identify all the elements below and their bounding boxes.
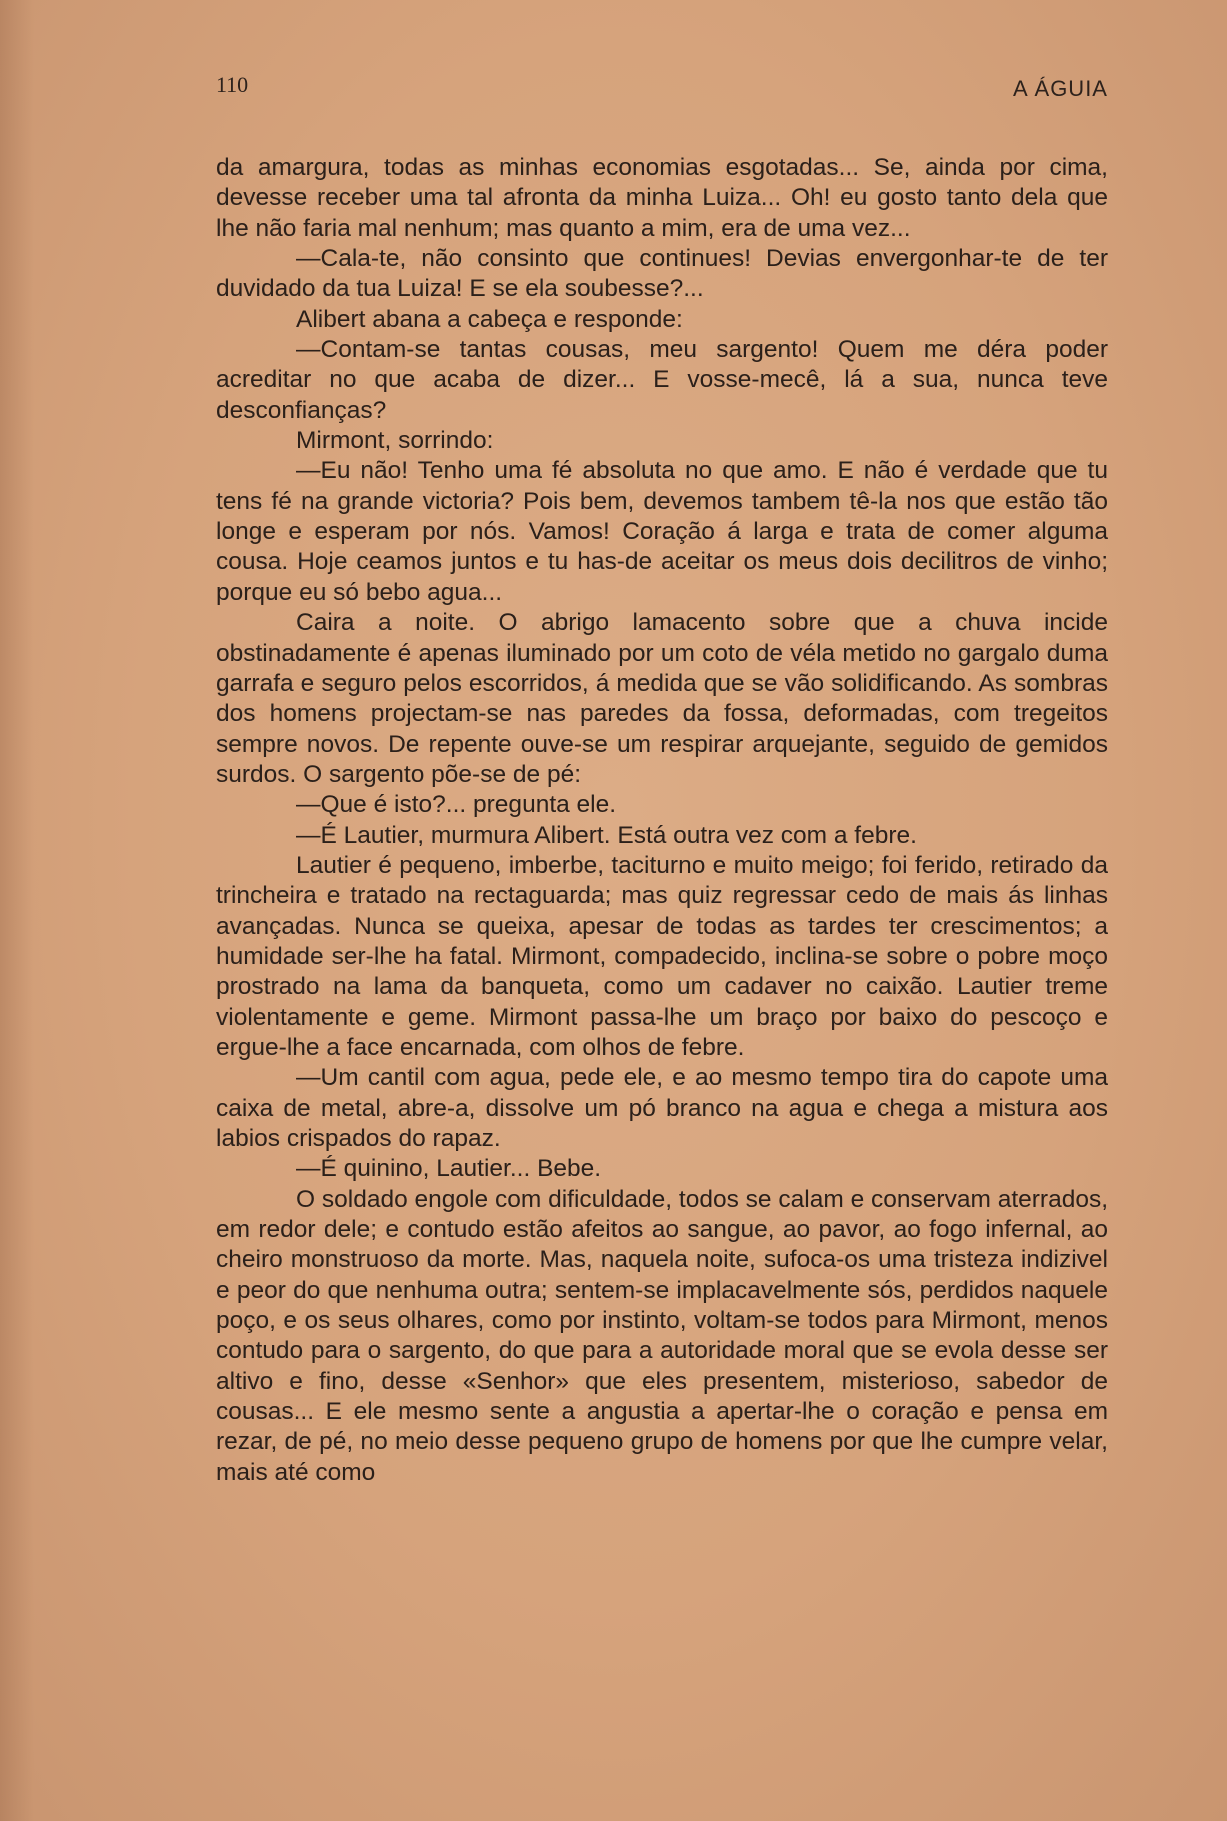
paragraph: da amargura, todas as minhas economias esgotadas... Se, ainda por cima, devesse receber uma tal afronta da minha Luiza... Oh! eu gosto tanto dela que lhe não faria mal nenhum; mas quanto a mim, era de uma vez... xyxy=(216,154,1108,242)
paragraph: —É quinino, Lautier... Bebe. xyxy=(296,1155,602,1183)
paragraph: Lautier é pequeno, imberbe, taciturno e muito meigo; foi ferido, retirado da trincheira e tratado na rectaguarda; mas quiz regressar cedo de mais ás linhas avançadas. Nunca se queixa, apesar de todas as tardes ter crescimentos; a humidade ser-lhe ha fatal. Mirmont, compadecido, inclina-se sobre o pobre moço prostrado na lama da banqueta, como um cadaver no caixão. Lautier treme violentamente e geme. Mirmont passa-lhe um braço por baixo do pescoço e ergue-lhe a face encarnada, com olhos de febre. xyxy=(216,851,1108,1061)
paragraph: —É Lautier, murmura Alibert. Está outra vez com a febre. xyxy=(296,821,917,849)
page-header xyxy=(216,72,1108,106)
paragraph: Mirmont, sorrindo: xyxy=(296,427,494,455)
paragraph: —Eu não! Tenho uma fé absoluta no que amo. E não é verdade que tu tens fé na grande victoria? Pois bem, devemos tambem tê-la nos que estão tão longe e esperam por nós. Vamos! Coração á larga e trata de comer alguma cousa. Hoje ceamos juntos e tu has-de aceitar os meus dois decilitros de vinho; porque eu só bebo agua... xyxy=(216,457,1108,606)
paragraph: O soldado engole com dificuldade, todos se calam e conservam aterrados, em redor dele; e contudo estão afeitos ao sangue, ao pavor, ao fogo infernal, ao cheiro monstruoso da morte. Mas, naquela noite, sufoca-os uma tristeza indizivel e peor do que nenhuma outra; sentem-se implacavelmente sós, perdidos naquele poço, e os seus olhares, como por instinto, voltam-se todos para Mirmont, menos contudo para o sargento, do que para a autoridade moral que se evola desse ser altivo e fino, desse «Senhor» que eles presentem, misterioso, sabedor de cousas... E ele mesmo sente a angustia a apertar-lhe o coração e pensa em rezar, de pé, no meio desse pequeno grupo de homens por que lhe cumpre velar, mais até como xyxy=(216,1185,1108,1486)
paragraph: —Um cantil com agua, pede ele, e ao mesmo tempo tira do capote uma caixa de metal, abre-a, dissolve um pó branco na agua e chega a mistura aos labios crispados do rapaz. xyxy=(216,1064,1108,1152)
page-number: 110 xyxy=(216,72,249,97)
paragraph: Caira a noite. O abrigo lamacento sobre que a chuva incide obstinadamente é apenas iluminado por um coto de véla metido no gargalo duma garrafa e seguro pelos escorridos, á medida que se vão solidificando. As sombras dos homens projectam-se nas paredes da fossa, deformadas, com tregeitos sempre novos. De repente ouve-se um respirar arquejante, seguido de gemidos surdos. O sargento põe-se de pé: xyxy=(216,609,1108,788)
paragraph: —Contam-se tantas cousas, meu sargento! Quem me déra poder acreditar no que acaba de dizer... E vosse-mecê, lá a sua, nunca teve desconfianças? xyxy=(216,336,1108,424)
paragraph: Alibert abana a cabeça e responde: xyxy=(296,305,683,333)
paragraph: —Cala-te, não consinto que continues! Devias envergonhar-te de ter duvidado da tua Luiza! E se ela soubesse?... xyxy=(216,245,1108,303)
body-text xyxy=(216,153,1108,1488)
running-title: A ÁGUIA xyxy=(1012,76,1108,101)
page-edge-shadow xyxy=(0,0,34,1821)
paragraph: —Que é isto?... pregunta ele. xyxy=(296,791,617,819)
